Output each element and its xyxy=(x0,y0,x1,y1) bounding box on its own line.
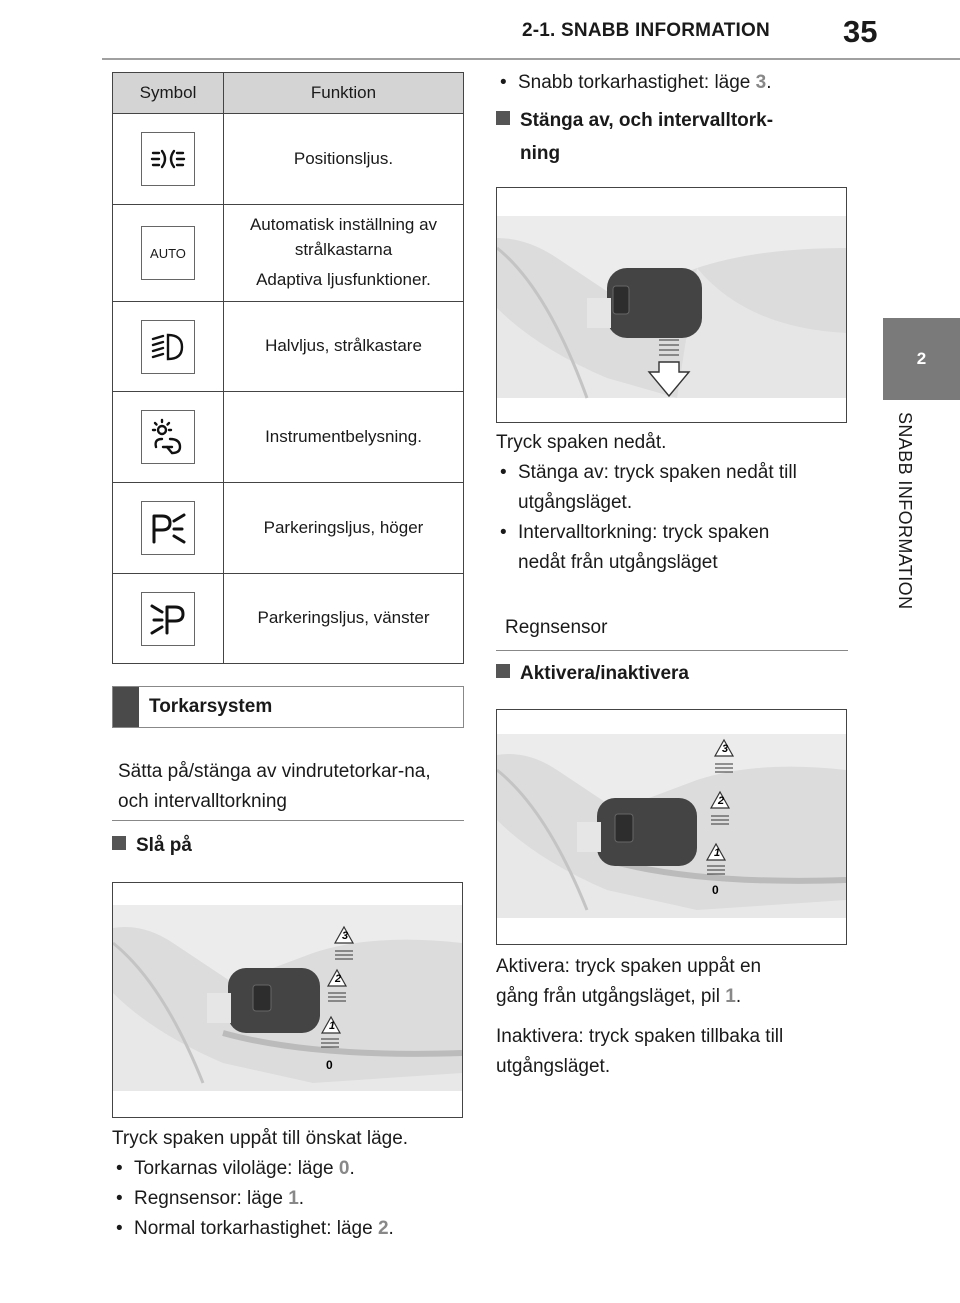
list-item: • Normal torkarhastighet: läge 2. xyxy=(112,1214,472,1244)
figure-lever-up xyxy=(112,882,463,1118)
subsection-rule xyxy=(496,650,848,651)
heading-text: Aktivera/inaktivera xyxy=(520,663,689,684)
heading-sla-pa xyxy=(112,835,192,857)
auto-headlight-icon xyxy=(141,226,195,280)
section-title: Torkarsystem xyxy=(149,696,273,717)
torkar-body xyxy=(112,1124,472,1244)
page-header xyxy=(0,0,960,60)
page-number: 35 xyxy=(843,14,878,49)
figure-label: 0 xyxy=(326,1058,333,1072)
heading-text: Stänga av, och intervalltork- xyxy=(520,110,774,131)
list-item-text: nedåt från utgångsläget xyxy=(518,552,718,573)
heading-marker xyxy=(496,664,510,678)
position-number: 2 xyxy=(377,1218,389,1239)
section-marker xyxy=(113,687,139,727)
heading-text: ning xyxy=(520,143,561,164)
list-item-text: • Intervalltorkning: tryck spaken xyxy=(518,522,770,543)
parking-light-right-icon xyxy=(141,501,195,555)
chapter-tab-number: 2 xyxy=(916,349,927,368)
body-text: Tryck spaken uppåt till önskat läge. xyxy=(112,1128,409,1149)
figure-label: 1 xyxy=(714,847,721,859)
list-item-text: • Stänga av: tryck spaken nedåt till xyxy=(518,462,797,483)
section-box-torkarsystem xyxy=(112,686,464,728)
symbol-table xyxy=(112,72,464,664)
torkar-body-continued xyxy=(496,68,856,98)
auto-icon-text: AUTO xyxy=(150,245,186,261)
subsection-title: Regnsensor xyxy=(505,617,608,638)
header-rule xyxy=(102,58,960,60)
column-header-function: Funktion xyxy=(224,73,464,114)
table-header-row xyxy=(113,73,464,114)
position-lights-icon xyxy=(141,132,195,186)
body-text: gång från utgångsläget, pil xyxy=(496,986,720,1007)
figure-label: 3 xyxy=(722,743,729,755)
body-text: Aktivera: tryck spaken uppåt en xyxy=(496,956,762,977)
table-row xyxy=(113,392,464,483)
position-number: 1 xyxy=(288,1188,299,1209)
figure-label: 3 xyxy=(342,930,349,942)
low-beam-icon xyxy=(141,320,195,374)
heading-marker xyxy=(112,836,126,850)
heading-text: Slå på xyxy=(136,835,192,856)
table-row xyxy=(113,114,464,205)
function-text: Instrumentbelysning. xyxy=(265,426,422,446)
chapter-side-label: SNABB INFORMATION xyxy=(895,412,915,610)
table-row xyxy=(113,205,464,302)
figure-lever-down xyxy=(496,187,847,423)
parking-light-left-icon xyxy=(141,592,195,646)
list-item: • Snabb torkarhastighet: läge 3. xyxy=(496,68,856,98)
subsection-title: Sätta på/stänga av vindrutetorkar-na, och intervalltorkning xyxy=(118,761,431,812)
body-text: Tryck spaken nedåt. xyxy=(496,432,667,453)
body-text-line: gång från utgångsläget, pil 1. xyxy=(496,986,742,1007)
list-item-text: Regnsensor: läge xyxy=(134,1188,283,1209)
list-item-text: Torkarnas viloläge: läge xyxy=(134,1158,334,1179)
position-number: 0 xyxy=(338,1158,350,1179)
body-text: Inaktivera: tryck spaken tillbaka till xyxy=(496,1026,784,1047)
list-item-text: utgångsläget. xyxy=(518,492,633,513)
regn-body xyxy=(496,952,856,1082)
list-item: • Regnsensor: läge 1. xyxy=(112,1184,472,1214)
figure-label: 2 xyxy=(335,973,342,985)
function-text: Parkeringsljus, höger xyxy=(263,517,424,537)
function-text: Halvljus, strålkastare xyxy=(265,336,422,356)
stanga-body xyxy=(496,428,856,578)
list-item xyxy=(496,458,856,518)
list-item-text: Snabb torkarhastighet: läge xyxy=(518,72,751,93)
function-text: Adaptiva ljusfunktioner. xyxy=(256,270,431,290)
chapter-title: 2-1. SNABB INFORMATION xyxy=(522,20,770,41)
figure-rain-sensor xyxy=(496,709,847,945)
position-number: 3 xyxy=(755,72,767,93)
table-row xyxy=(113,302,464,392)
figure-label: 0 xyxy=(712,883,719,897)
table-row xyxy=(113,574,464,664)
column-header-symbol: Symbol xyxy=(113,73,224,114)
body-text: utgångsläget. xyxy=(496,1056,611,1077)
heading-marker xyxy=(496,111,510,125)
function-text: Positionsljus. xyxy=(293,148,394,168)
figure-label: 1 xyxy=(329,1020,336,1032)
chapter-tab xyxy=(883,318,960,400)
list-item-text: Normal torkarhastighet: läge xyxy=(134,1218,373,1239)
table-row xyxy=(113,483,464,574)
instrument-lighting-icon xyxy=(141,410,195,464)
list-item xyxy=(496,518,856,578)
subsection-rule xyxy=(112,820,464,821)
figure-label: 2 xyxy=(718,795,725,807)
function-text: Parkeringsljus, vänster xyxy=(257,608,430,628)
arrow-number: 1 xyxy=(725,986,736,1007)
function-text: Automatisk inställning av strålkastarna xyxy=(249,215,438,259)
heading-stanga-av xyxy=(496,104,856,170)
list-item: • Torkarnas viloläge: läge 0. xyxy=(112,1154,472,1184)
heading-aktivera xyxy=(496,663,689,685)
